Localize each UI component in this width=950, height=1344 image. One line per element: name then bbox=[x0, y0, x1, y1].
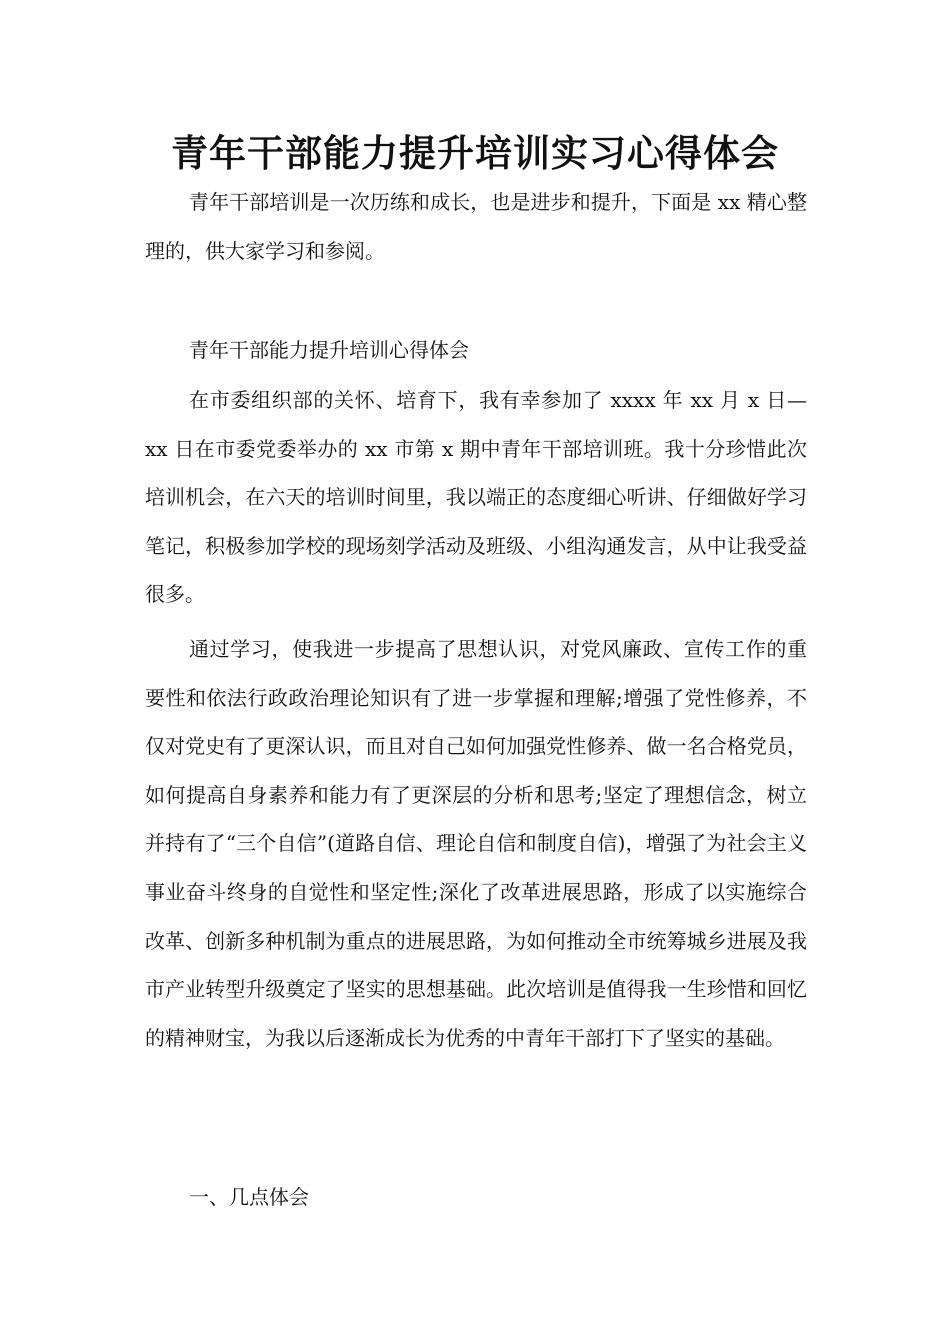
section-heading: 一、几点体会 bbox=[189, 1185, 309, 1209]
intro-paragraph: 青年干部培训是一次历练和成长，也是进步和提升，下面是 xx 精心整理的，供大家学习和参阅。 bbox=[145, 190, 807, 263]
body-paragraph-2: 通过学习，使我进一步提高了思想认识，对党风廉政、宣传工作的重要性和依法行政政治理论知识有了进一步掌握和理解;增强了党性修养，不仅对党史有了更深认识，而且对自己如何加强党性修养、做一名合格党员，如何提高自身素养和能力有了更深层的分析和思考;坚定了理想信念，树立并持有了“三个自信”(道路自信、理论自信和制度自信)，增强了为社会主义事业奋斗终身的自觉性和坚定性;深化了改革进展思路，形成了以实施综合改革、创新多种机制为重点的进展思路，为如何推动全市统筹城乡进展及我市产业转型升级奠定了坚实的思想基础。此次培训是值得我一生珍惜和回忆的精神财宝，为我以后逐渐成长为优秀的中青年干部打下了坚实的基础。 bbox=[145, 637, 807, 1050]
document-subtitle: 青年干部能力提升培训心得体会 bbox=[189, 338, 469, 362]
document-title: 青年干部能力提升培训实习心得体会 bbox=[171, 132, 779, 175]
body-paragraph-1: 在市委组织部的关怀、培育下，我有幸参加了 xxxx 年 xx 月 x 日—xx 日在市委党委举办的 xx 市第 x 期中青年干部培训班。我十分珍惜此次培训机会，在六天的培训时间里，我以端正的态度细心听讲、仔细做好学习笔记，积极参加学校的现场刻学活动及班级、小组沟通发言，从中让我受益很多。 bbox=[145, 388, 807, 607]
